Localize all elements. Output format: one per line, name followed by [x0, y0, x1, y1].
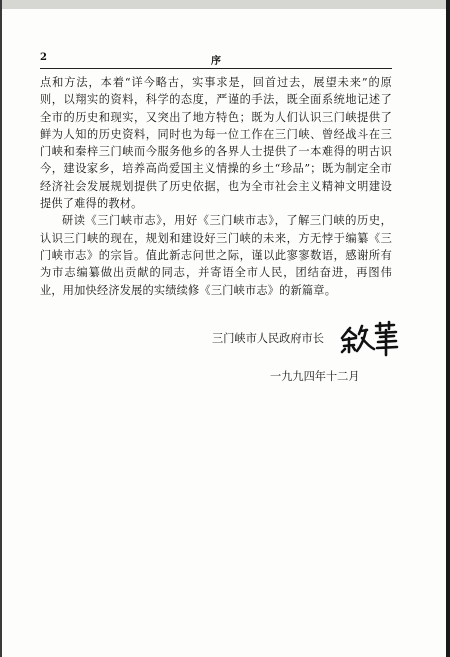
paragraph: 研读《三门峡市志》，用好《三门峡市志》，了解三门峡的历史，认识三门峡的现在，规划和建设好三门峡的未来，方无悖于编纂《三门峡市志》的宗旨。值此新志问世之际，谨以此寥寥数语，感谢所有为市志编纂做出贡献的同志，并寄语全市人民，团结奋进，再图伟业，用加快经济发展的实绩续修《三门峡市志》的新篇章。 — [40, 214, 392, 297]
page-header — [40, 52, 392, 66]
signatory-title: 三门峡市人民政府市长 — [212, 332, 324, 345]
running-head: 序 — [211, 56, 221, 67]
signature-block — [212, 318, 402, 358]
date: 一九九四年十二月 — [270, 370, 360, 383]
page-number: 2 — [40, 52, 47, 63]
body-text — [40, 74, 392, 299]
scan-border-top — [0, 0, 450, 9]
header-rule — [40, 68, 392, 69]
scan-border-left — [0, 0, 2, 657]
paragraph-continued: 点和方法，本着“详今略古，实事求是，回首过去，展望未来”的原则，以翔实的资料，科学的态度，严谨的手法，既全面系统地记述了全市的历史和现实，又突出了地方特色；既为人们认识三门峡提供了鲜为人知的历史资料，同时也为每一位工作在三门峡、曾经战斗在三门峡和秦梓三门峡而今服务他乡的各界人士提供了一本难得的明古识今，建设家乡，培养高尚爱国主义情操的乡土“珍品”；既为制定全市经济社会发展规划提供了历史依据，也为全市社会主义精神文明建设提供了难得的教材。 — [40, 76, 392, 211]
handwritten-signature — [336, 318, 402, 358]
scan-border-right — [446, 0, 450, 657]
